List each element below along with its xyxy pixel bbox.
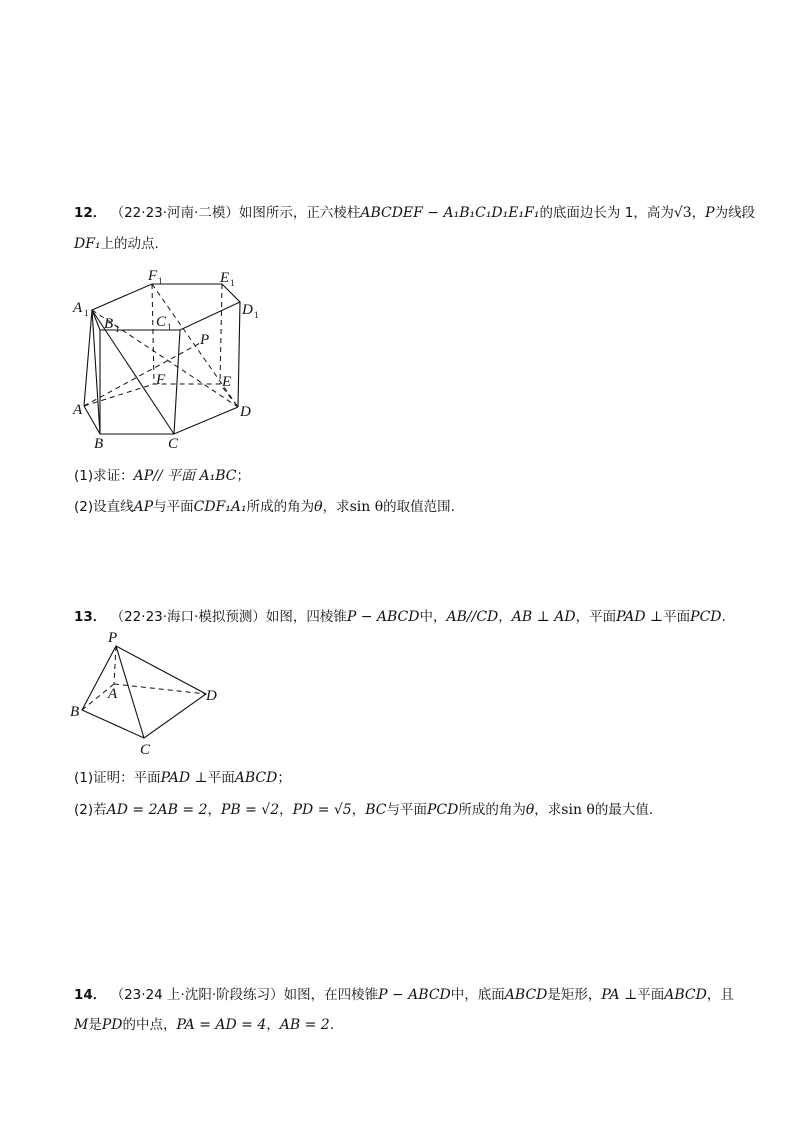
label-sub: 1 [230,278,235,288]
label-p: P [108,630,118,646]
q12-height: √3 [673,205,692,221]
label-d: D [206,688,217,704]
label-e1: E [220,270,230,286]
q13-text: 若 [93,802,107,818]
q12-plane: CDF₁A₁ [193,499,247,515]
q12-line-ap: AP [133,499,154,515]
q12-part1-expr: AP// 平面 A₁BC [133,468,237,484]
q12-text: 求证： [93,468,134,484]
q14-text: 中，底面 [450,987,505,1003]
q14-number: 14． [74,987,107,1003]
q12-part2 [74,497,455,517]
q13-pcd: PCD [690,609,722,625]
label-e: E [222,374,232,390]
q13-text: ， [351,802,366,818]
prism-bottom-visible [84,406,238,434]
label-c: C [168,436,179,452]
q13-text: ； [277,770,291,786]
label-sub: 1 [84,308,89,318]
q13-text: ， [279,802,293,818]
q13-text: 平面 [207,770,235,786]
q13-sin: sin θ [561,802,595,818]
q14-pa: PA ⊥ [601,987,638,1003]
q12-text: 为线段 [714,205,756,221]
q12-segment: DF₁ [74,236,101,252]
q12-part1 [74,466,250,486]
q13-text: ， [498,609,512,625]
q12-sin: sin θ [349,499,384,515]
q13-text: ，求 [534,802,562,818]
q12-part2-label: (2) [74,499,94,515]
segment-ap [84,342,202,406]
q13-pyramid: P − ABCD [346,609,420,625]
q12-prism: ABCDEF − A₁B₁C₁D₁E₁F₁ [360,205,540,221]
q12-text: ，求 [322,499,350,515]
q12-text: ， [691,205,706,221]
q13-text: 中， [419,609,447,625]
q14-pd: PD [101,1017,123,1033]
q13-perp: AB ⊥ AD [511,609,576,625]
q12-theta: θ [314,499,323,515]
label-b1: B [104,316,114,332]
q13-text: 所成的角为 [458,802,526,818]
q14-point-m: M [74,1017,89,1033]
q14-text: ，且 [706,987,734,1003]
q14-text: 平面 [637,987,665,1003]
q13-part2 [74,800,653,820]
label-sub: 1 [254,310,259,320]
q13-part1 [74,768,291,788]
q12-number: 12． [74,205,107,221]
q14-stem-line1 [74,985,734,1005]
q13-pcd: PCD [426,802,459,818]
q14-text: ， [266,1017,280,1033]
q13-bc: BC [365,802,387,818]
label-b: B [94,436,104,452]
q13-cond1: AD = 2AB = 2 [106,802,208,818]
q14-stem-line2 [74,1015,334,1035]
q13-pad: PAD ⊥ [160,770,208,786]
label-a: A [73,402,83,418]
label-sub: 1 [115,324,120,334]
q14-pyramid: P − ABCD [378,987,451,1003]
q13-cond2: PB = √2 [220,802,280,818]
q13-cond3: PD = √5 [292,802,352,818]
q13-pad: PAD ⊥ [616,609,664,625]
q14-text: 的中点， [122,1017,177,1033]
q12-text: 如图所示，正六棱柱 [238,205,361,221]
q14-text: 是 [88,1017,102,1033]
q14-text: . [329,1017,334,1033]
q13-text: 证明：平面 [93,770,161,786]
q12-stem-line1 [74,203,755,223]
label-f1: F [148,268,158,284]
q12-stem-line2 [74,234,159,254]
q14-text: 是矩形， [547,987,602,1003]
q14-text: 如图，在四棱锥 [283,987,379,1003]
q12-text: 的取值范围. [383,499,455,515]
q12-point-p: P [705,205,715,221]
label-sub: 1 [158,276,163,286]
label-d: D [240,404,251,420]
q13-pyramid-figure [70,628,230,758]
q12-source: （22·23·河南·二模） [110,205,239,221]
q13-theta: θ [525,802,535,818]
q12-part1-label: (1) [74,468,94,484]
q13-stem [74,607,726,627]
q13-parallel: AB//CD [446,609,499,625]
label-p: P [200,332,210,348]
q13-text: . [721,609,726,625]
q14-source: （23·24 上·沈阳·阶段练习） [110,987,284,1003]
label-sub: 1 [167,322,172,332]
q13-text: ，平面 [575,609,617,625]
q14-cond1: PA = AD = 4 [176,1017,267,1033]
q13-text: ， [207,802,221,818]
q13-source: （22·23·海口·模拟预测） [110,609,266,625]
q12-text: 所成的角为 [246,499,315,515]
q12-text: 的底面边长为 1，高为 [539,205,674,221]
q14-base: ABCD [504,987,548,1003]
q13-text: 与平面 [386,802,427,818]
q14-cond2: AB = 2 [279,1017,330,1033]
q12-text: 设直线 [93,499,134,515]
q13-abcd: ABCD [234,770,278,786]
q13-text: 平面 [663,609,691,625]
q13-text: 如图，四棱锥 [265,609,347,625]
q12-text: 上的动点. [100,236,159,252]
label-a1: A [73,300,83,316]
label-f: F [156,372,166,388]
label-c1: C [156,314,167,330]
label-a: A [108,686,118,702]
q13-number: 13． [74,609,107,625]
q13-text: 的最大值. [594,802,654,818]
q12-text: ； [236,468,250,484]
q14-abcd: ABCD [664,987,707,1003]
q13-part1-label: (1) [74,770,94,786]
label-b: B [70,704,80,720]
label-d1: D [242,302,253,318]
label-c: C [140,742,151,758]
q12-text: 与平面 [153,499,194,515]
q13-part2-label: (2) [74,802,94,818]
q12-hexagonal-prism-figure [70,262,270,452]
